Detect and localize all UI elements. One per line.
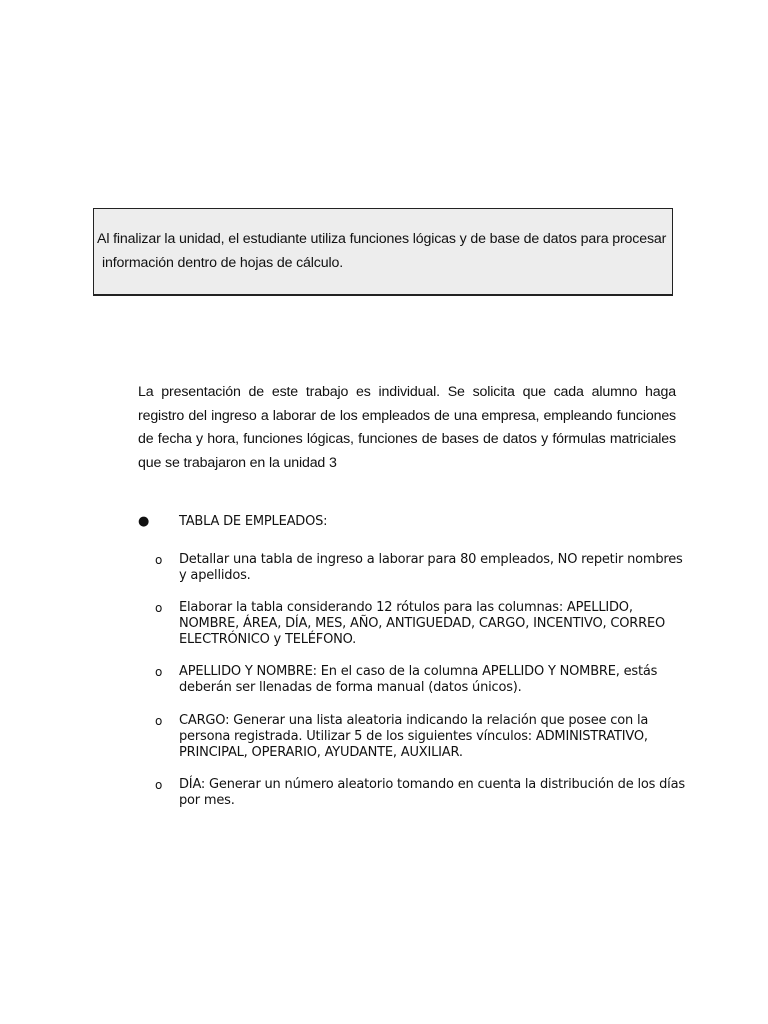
list-item-line: DÍA: Generar un número aleatorio tomando en cuenta la distribución de los días: [179, 777, 685, 792]
list-item-line: y apellidos.: [179, 568, 251, 583]
circle-bullet-icon: o: [155, 601, 163, 615]
list-item-line: CARGO: Generar una lista aleatoria indicando la relación que posee con la: [179, 713, 649, 728]
circle-bullet-icon: o: [155, 778, 163, 792]
list-item-line: deberán ser llenadas de forma manual (datos únicos).: [179, 680, 522, 695]
list-item-line: ELECTRÓNICO y TELÉFONO.: [179, 632, 357, 647]
circle-bullet-icon: o: [155, 553, 163, 567]
list-item-text: [179, 552, 687, 584]
intro-paragraph: La presentación de este trabajo es individual. Se solicita que cada alumno haga registro del ingreso a laborar de los empleados de una empresa, empleando funciones de fecha y hora, funciones lógicas, funciones de bases de datos y fórmulas matriciales que se trabajaron en la unidad 3: [138, 384, 676, 471]
learning-outcome-line-2: información dentro de hojas de cálculo.: [102, 255, 344, 271]
list-item-line: PRINCIPAL, OPERARIO, AYUDANTE, AUXILIAR.: [179, 745, 463, 760]
circle-bullet-icon: o: [155, 714, 163, 728]
list-item-line: por mes.: [179, 793, 235, 808]
learning-outcome-line-1: Al finalizar la unidad, el estudiante utiliza funciones lógicas y de base de datos para procesar: [97, 231, 667, 247]
circle-bullet-icon: o: [155, 665, 163, 679]
list-item-text: [179, 713, 687, 761]
list-item-line: Elaborar la tabla considerando 12 rótulos para las columnas: APELLIDO,: [179, 600, 633, 615]
list-item-line: Detallar una tabla de ingreso a laborar para 80 empleados, NO repetir nombres: [179, 552, 683, 567]
list-item-line: APELLIDO Y NOMBRE: En el caso de la columna APELLIDO Y NOMBRE, estás: [179, 664, 658, 679]
list-item-text: [179, 664, 687, 696]
list-item-line: NOMBRE, ÁREA, DÍA, MES, AÑO, ANTIGUEDAD, CARGO, INCENTIVO, CORREO: [179, 616, 666, 631]
section-heading: TABLA DE EMPLEADOS:: [179, 514, 328, 529]
learning-outcome-box: [93, 208, 673, 296]
bullet-icon: ●: [138, 514, 150, 529]
list-item-text: [179, 777, 687, 809]
list-item-text: [179, 600, 687, 648]
list-item-line: persona registrada. Utilizar 5 de los siguientes vínculos: ADMINISTRATIVO,: [179, 729, 648, 744]
